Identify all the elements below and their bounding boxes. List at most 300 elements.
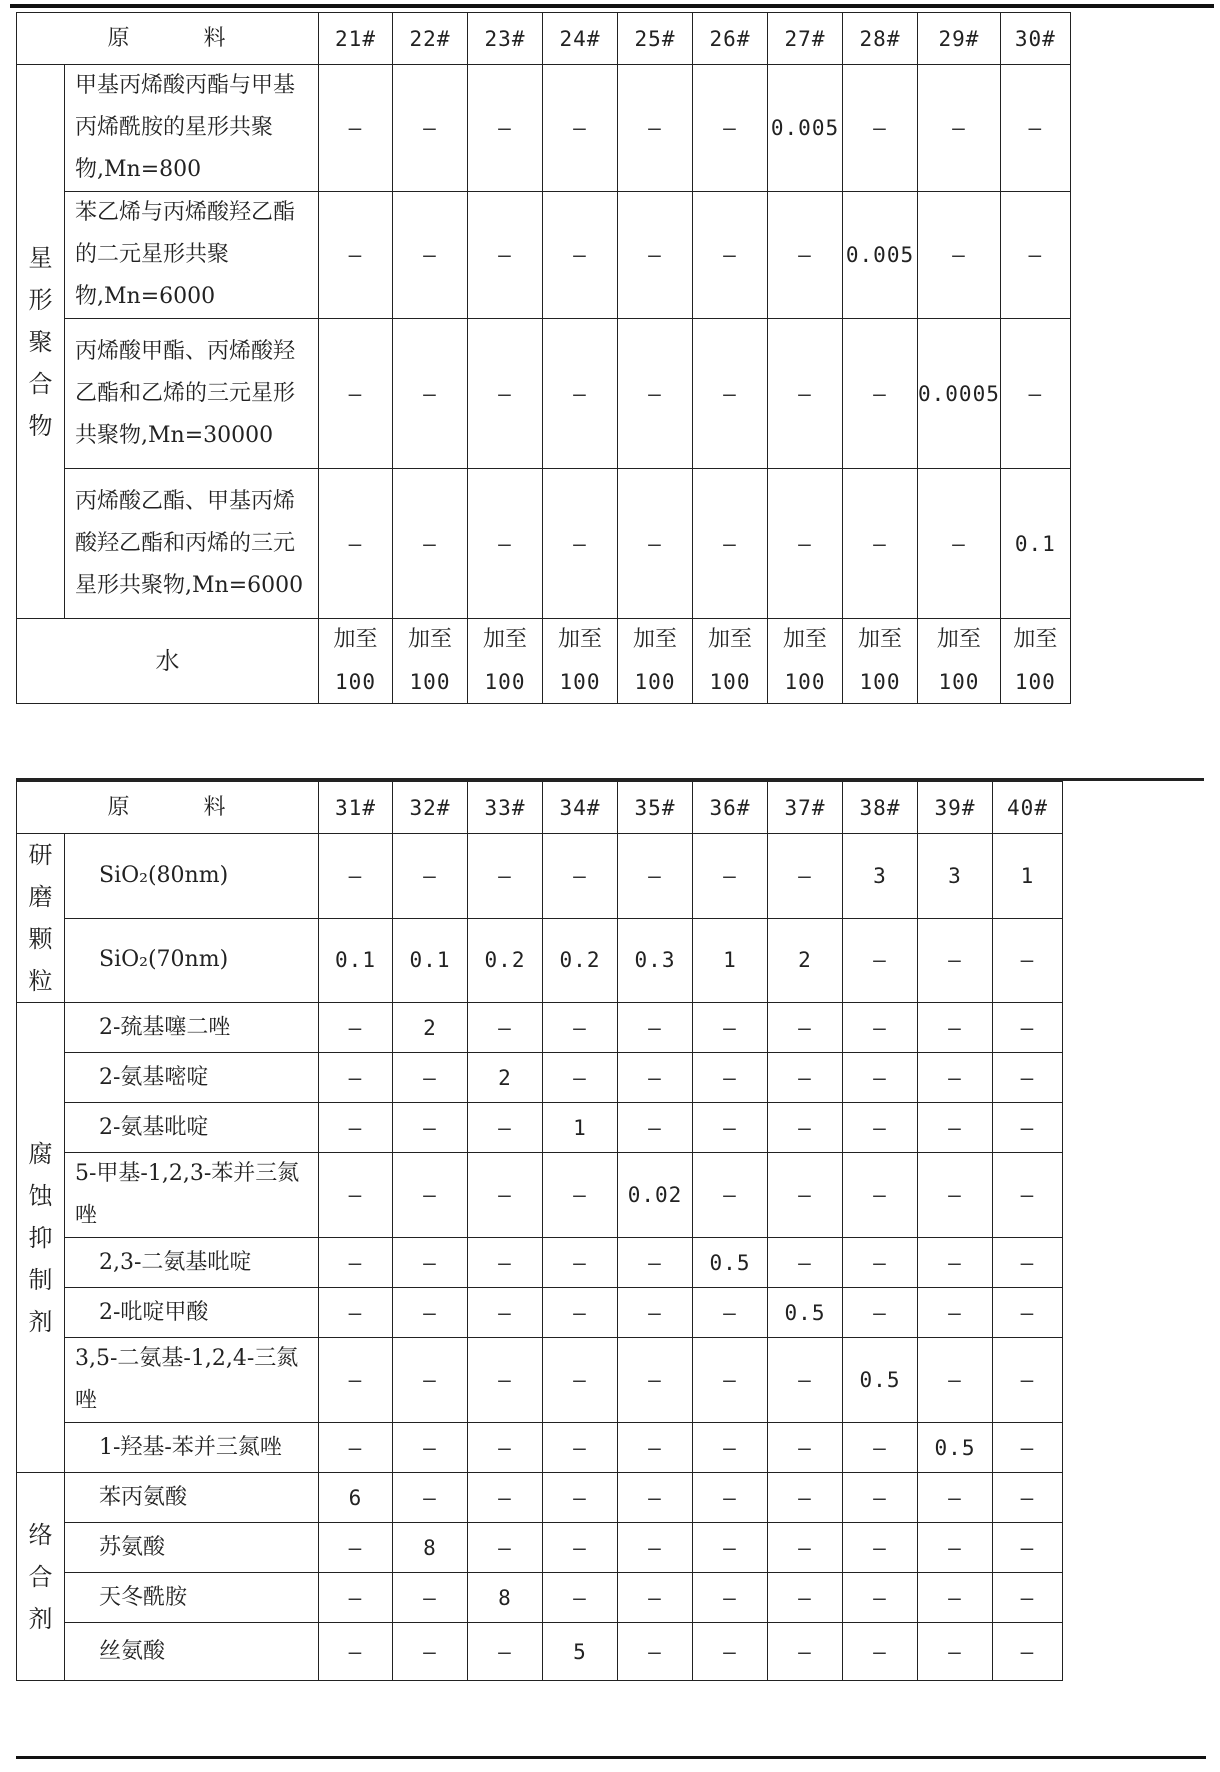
amount-cell: —: [843, 1523, 918, 1573]
amount-cell: —: [543, 65, 618, 192]
amount-cell: —: [393, 65, 468, 192]
group-label-char: 制: [28, 1265, 53, 1294]
amount-cell: —: [319, 1338, 393, 1423]
amount-cell: —: [918, 469, 1001, 619]
table-row: [17, 319, 1071, 469]
amount-cell: —: [768, 1473, 843, 1523]
amount-cell: —: [319, 1238, 393, 1288]
add-to-value: 100: [1014, 670, 1056, 694]
amount-cell: 0.5: [693, 1238, 768, 1288]
amount-cell: —: [768, 1623, 843, 1681]
amount-cell: 6: [319, 1473, 393, 1523]
amount-cell: —: [543, 1153, 618, 1238]
amount-cell: —: [393, 192, 468, 319]
water-amount-cell: [543, 619, 618, 704]
amount-cell: —: [319, 1003, 393, 1053]
amount-cell: —: [843, 1623, 918, 1681]
amount-cell: —: [468, 1103, 543, 1153]
amount-cell: —: [993, 1003, 1063, 1053]
amount-cell: 0.3: [618, 918, 693, 1003]
water-amount-cell: [918, 619, 1001, 704]
bottom-rule: [16, 1756, 1206, 1759]
table-row: [17, 918, 1063, 1003]
sample-number: 36#: [709, 795, 751, 820]
add-to-value: 100: [859, 670, 901, 694]
sample-column-header: [768, 13, 843, 65]
amount-cell: —: [993, 1288, 1063, 1338]
amount-cell: —: [993, 1103, 1063, 1153]
amount-cell: —: [618, 1053, 693, 1103]
amount-cell: —: [1000, 65, 1070, 192]
amount-cell: —: [393, 319, 468, 469]
amount-cell: —: [543, 469, 618, 619]
sample-column-header: [693, 13, 768, 65]
sample-column-header: [543, 13, 618, 65]
sample-number: 29#: [938, 26, 980, 51]
amount-cell: —: [319, 192, 393, 319]
amount-cell: —: [918, 1003, 993, 1053]
amount-cell: —: [993, 1053, 1063, 1103]
sample-number: 40#: [1007, 795, 1048, 820]
amount-cell: —: [918, 192, 1001, 319]
material-name: SiO₂(70nm): [65, 918, 319, 1003]
amount-cell: —: [693, 1623, 768, 1681]
amount-cell: 0.005: [843, 192, 918, 319]
amount-cell: —: [393, 1473, 468, 1523]
amount-cell: —: [468, 1473, 543, 1523]
amount-cell: 3: [843, 834, 918, 919]
amount-cell: 8: [468, 1573, 543, 1623]
amount-cell: —: [468, 319, 543, 469]
material-name: 苏氨酸: [65, 1523, 319, 1573]
amount-cell: —: [319, 1053, 393, 1103]
amount-cell: —: [693, 1338, 768, 1423]
water-amount-cell: [768, 619, 843, 704]
amount-cell: —: [543, 1288, 618, 1338]
amount-cell: —: [618, 65, 693, 192]
table-row: [17, 469, 1071, 619]
water-row: [17, 619, 1071, 704]
amount-cell: 1: [543, 1103, 618, 1153]
amount-cell: —: [618, 319, 693, 469]
sample-column-header: [319, 782, 393, 834]
amount-cell: —: [319, 1288, 393, 1338]
table-row: [17, 1103, 1063, 1153]
amount-cell: —: [843, 65, 918, 192]
amount-cell: —: [319, 1153, 393, 1238]
amount-cell: —: [843, 1423, 918, 1473]
amount-cell: —: [918, 65, 1001, 192]
amount-cell: 8: [393, 1523, 468, 1573]
sample-number: 22#: [409, 26, 451, 51]
group-label-char: 剂: [28, 1307, 53, 1336]
group-label-char: 研: [28, 841, 53, 869]
sample-number: 33#: [484, 795, 526, 820]
amount-cell: —: [768, 1003, 843, 1053]
sample-number: 38#: [859, 795, 901, 820]
amount-cell: —: [319, 834, 393, 919]
amount-cell: —: [918, 1338, 993, 1423]
table-row: [17, 1153, 1063, 1238]
amount-cell: —: [618, 1623, 693, 1681]
amount-cell: —: [468, 1623, 543, 1681]
amount-cell: —: [543, 1573, 618, 1623]
group-label: [17, 65, 65, 619]
add-to-value: 100: [634, 670, 676, 694]
amount-cell: —: [768, 1523, 843, 1573]
amount-cell: 0.5: [768, 1288, 843, 1338]
sample-number: 37#: [784, 795, 826, 820]
table-row: [17, 65, 1071, 192]
amount-cell: —: [993, 1153, 1063, 1238]
sample-column-header: [393, 13, 468, 65]
group-label-char: 形: [28, 285, 53, 314]
material-name: 苯丙氨酸: [65, 1473, 319, 1523]
amount-cell: —: [843, 1288, 918, 1338]
add-to-text: 加至: [1013, 627, 1058, 652]
amount-cell: —: [843, 469, 918, 619]
sample-column-header: [319, 13, 393, 65]
material-name: 5-甲基-1,2,3-苯并三氮唑: [65, 1153, 319, 1238]
header-row: [17, 782, 1063, 834]
amount-cell: 2: [393, 1003, 468, 1053]
formulation-table-31-40: [16, 781, 1063, 1681]
add-to-text: 加至: [482, 627, 527, 652]
group-label-char: 合: [28, 1562, 53, 1591]
sample-number: 25#: [634, 26, 676, 51]
amount-cell: 0.005: [768, 65, 843, 192]
amount-cell: —: [843, 1473, 918, 1523]
formulation-table-21-30: [16, 12, 1071, 704]
amount-cell: —: [393, 1573, 468, 1623]
amount-cell: —: [543, 1423, 618, 1473]
sample-number: 23#: [484, 26, 526, 51]
group-label-char: 星: [28, 243, 53, 272]
amount-cell: 1: [993, 834, 1063, 919]
water-amount-cell: [618, 619, 693, 704]
amount-cell: —: [768, 1238, 843, 1288]
amount-cell: —: [468, 1003, 543, 1053]
add-to-text: 加至: [407, 627, 452, 652]
group-label-char: 腐: [28, 1139, 53, 1168]
amount-cell: —: [393, 469, 468, 619]
sample-column-header: [918, 13, 1001, 65]
sample-column-header: [468, 782, 543, 834]
amount-cell: 0.1: [393, 918, 468, 1003]
table-row: [17, 1523, 1063, 1573]
material-name: 1-羟基-苯并三氮唑: [65, 1423, 319, 1473]
amount-cell: —: [843, 319, 918, 469]
sample-number: 34#: [559, 795, 601, 820]
amount-cell: 2: [768, 918, 843, 1003]
top-rule: [10, 4, 1214, 8]
water-amount-cell: [319, 619, 393, 704]
add-to-text: 加至: [557, 627, 602, 652]
amount-cell: —: [618, 1473, 693, 1523]
amount-cell: —: [468, 834, 543, 919]
sample-column-header: [843, 13, 918, 65]
water-amount-cell: [468, 619, 543, 704]
amount-cell: —: [768, 1053, 843, 1103]
group-label-char: 蚀: [28, 1181, 53, 1210]
group-label-char: 抑: [28, 1223, 53, 1252]
add-to-text: 加至: [936, 627, 981, 652]
amount-cell: —: [843, 1003, 918, 1053]
group-label: [17, 834, 65, 1003]
water-amount-cell: [393, 619, 468, 704]
table-row: [17, 1003, 1063, 1053]
amount-cell: —: [843, 1153, 918, 1238]
amount-cell: —: [693, 65, 768, 192]
sample-number: 28#: [859, 26, 901, 51]
amount-cell: —: [618, 1003, 693, 1053]
amount-cell: 1: [693, 918, 768, 1003]
add-to-value: 100: [484, 670, 526, 694]
amount-cell: —: [693, 1473, 768, 1523]
group-label: [17, 1473, 65, 1681]
amount-cell: —: [618, 1288, 693, 1338]
material-name: 2,3-二氨基吡啶: [65, 1238, 319, 1288]
amount-cell: —: [693, 319, 768, 469]
add-to-text: 加至: [857, 627, 902, 652]
raw-material-header: 原 料: [17, 13, 319, 65]
amount-cell: —: [393, 1053, 468, 1103]
sample-column-header: [468, 13, 543, 65]
amount-cell: —: [693, 1103, 768, 1153]
amount-cell: 0.5: [918, 1423, 993, 1473]
table-row: [17, 834, 1063, 919]
material-name: SiO₂(80nm): [65, 834, 319, 919]
group-label-char: 剂: [28, 1604, 53, 1633]
sample-column-header: [993, 782, 1063, 834]
amount-cell: —: [618, 834, 693, 919]
add-to-text: 加至: [707, 627, 752, 652]
amount-cell: —: [618, 469, 693, 619]
sample-number: 31#: [335, 795, 376, 820]
group-label-char: 络: [28, 1520, 53, 1549]
amount-cell: —: [319, 1423, 393, 1473]
amount-cell: 0.02: [618, 1153, 693, 1238]
amount-cell: —: [693, 1003, 768, 1053]
amount-cell: —: [918, 918, 993, 1003]
amount-cell: 0.5: [843, 1338, 918, 1423]
amount-cell: —: [468, 1153, 543, 1238]
amount-cell: 0.1: [319, 918, 393, 1003]
material-name: 天冬酰胺: [65, 1573, 319, 1623]
amount-cell: —: [618, 1338, 693, 1423]
amount-cell: —: [693, 192, 768, 319]
amount-cell: —: [468, 1523, 543, 1573]
amount-cell: —: [543, 319, 618, 469]
amount-cell: —: [918, 1573, 993, 1623]
amount-cell: —: [918, 1523, 993, 1573]
sample-column-header: [918, 782, 993, 834]
add-to-value: 100: [559, 670, 601, 694]
amount-cell: —: [319, 65, 393, 192]
table-row: [17, 192, 1071, 319]
amount-cell: —: [468, 1338, 543, 1423]
amount-cell: 0.2: [543, 918, 618, 1003]
sample-column-header: [693, 782, 768, 834]
amount-cell: 5: [543, 1623, 618, 1681]
amount-cell: —: [993, 1338, 1063, 1423]
material-name: 2-吡啶甲酸: [65, 1288, 319, 1338]
amount-cell: —: [693, 1423, 768, 1473]
amount-cell: —: [843, 1103, 918, 1153]
material-name: 甲基丙烯酸丙酯与甲基丙烯酰胺的星形共聚物,Mn=800: [65, 65, 319, 192]
amount-cell: —: [693, 1573, 768, 1623]
material-name: 2-氨基吡啶: [65, 1103, 319, 1153]
material-name: 丝氨酸: [65, 1623, 319, 1681]
amount-cell: —: [319, 1523, 393, 1573]
amount-cell: —: [543, 1473, 618, 1523]
group-label-char: 合: [28, 369, 53, 398]
amount-cell: —: [693, 1288, 768, 1338]
amount-cell: —: [319, 469, 393, 619]
amount-cell: —: [768, 192, 843, 319]
amount-cell: —: [468, 1423, 543, 1473]
amount-cell: —: [768, 834, 843, 919]
amount-cell: —: [1000, 319, 1070, 469]
amount-cell: —: [918, 1623, 993, 1681]
table-row: [17, 1473, 1063, 1523]
amount-cell: 0.0005: [918, 319, 1001, 469]
amount-cell: 0.2: [468, 918, 543, 1003]
sample-column-header: [618, 13, 693, 65]
amount-cell: —: [468, 192, 543, 319]
material-name: 苯乙烯与丙烯酸羟乙酯的二元星形共聚物,Mn=6000: [65, 192, 319, 319]
add-to-value: 100: [784, 670, 826, 694]
amount-cell: —: [993, 1238, 1063, 1288]
amount-cell: —: [543, 1338, 618, 1423]
amount-cell: 0.1: [1000, 469, 1070, 619]
amount-cell: —: [543, 192, 618, 319]
material-name: 2-氨基嘧啶: [65, 1053, 319, 1103]
add-to-text: 加至: [333, 627, 378, 652]
table-row: [17, 1053, 1063, 1103]
amount-cell: —: [468, 1238, 543, 1288]
amount-cell: —: [319, 319, 393, 469]
amount-cell: —: [543, 834, 618, 919]
amount-cell: —: [918, 1238, 993, 1288]
amount-cell: —: [843, 918, 918, 1003]
table-row: [17, 1288, 1063, 1338]
group-label-char: 粒: [28, 967, 53, 995]
sample-column-header: [543, 782, 618, 834]
amount-cell: —: [768, 1103, 843, 1153]
sample-number: 27#: [784, 26, 826, 51]
amount-cell: —: [693, 1053, 768, 1103]
amount-cell: —: [693, 1523, 768, 1573]
amount-cell: —: [993, 1623, 1063, 1681]
amount-cell: —: [993, 1573, 1063, 1623]
amount-cell: —: [993, 918, 1063, 1003]
amount-cell: —: [468, 65, 543, 192]
sample-column-header: [393, 782, 468, 834]
add-to-text: 加至: [632, 627, 677, 652]
amount-cell: —: [843, 1053, 918, 1103]
sample-number: 26#: [709, 26, 751, 51]
material-name: 丙烯酸乙酯、甲基丙烯酸羟乙酯和丙烯的三元星形共聚物,Mn=6000: [65, 469, 319, 619]
group-label-char: 颗: [28, 925, 53, 953]
amount-cell: —: [993, 1423, 1063, 1473]
amount-cell: —: [618, 192, 693, 319]
amount-cell: —: [768, 469, 843, 619]
group-label-char: 聚: [28, 327, 53, 356]
table-row: [17, 1623, 1063, 1681]
amount-cell: —: [393, 834, 468, 919]
amount-cell: —: [543, 1053, 618, 1103]
add-to-value: 100: [709, 670, 751, 694]
amount-cell: —: [768, 1573, 843, 1623]
sample-column-header: [1000, 13, 1070, 65]
amount-cell: —: [993, 1523, 1063, 1573]
water-amount-cell: [843, 619, 918, 704]
amount-cell: —: [993, 1473, 1063, 1523]
amount-cell: —: [543, 1523, 618, 1573]
sample-number: 24#: [559, 26, 601, 51]
amount-cell: —: [393, 1153, 468, 1238]
amount-cell: —: [693, 834, 768, 919]
amount-cell: 2: [468, 1053, 543, 1103]
amount-cell: —: [393, 1338, 468, 1423]
add-to-value: 100: [409, 670, 451, 694]
amount-cell: —: [468, 469, 543, 619]
sample-number: 21#: [335, 26, 376, 51]
amount-cell: —: [319, 1573, 393, 1623]
amount-cell: —: [918, 1153, 993, 1238]
raw-material-header: 原 料: [17, 782, 319, 834]
sample-number: 39#: [934, 795, 976, 820]
water-amount-cell: [1000, 619, 1070, 704]
group-label-char: 磨: [28, 883, 53, 911]
amount-cell: 3: [918, 834, 993, 919]
amount-cell: —: [543, 1238, 618, 1288]
amount-cell: —: [393, 1423, 468, 1473]
amount-cell: —: [319, 1623, 393, 1681]
amount-cell: —: [768, 1153, 843, 1238]
amount-cell: —: [693, 1153, 768, 1238]
table-row: [17, 1423, 1063, 1473]
amount-cell: —: [618, 1238, 693, 1288]
table-row: [17, 1338, 1063, 1423]
table-row: [17, 1573, 1063, 1623]
material-name: 2-巯基噻二唑: [65, 1003, 319, 1053]
amount-cell: —: [618, 1103, 693, 1153]
amount-cell: —: [543, 1003, 618, 1053]
amount-cell: —: [843, 1238, 918, 1288]
amount-cell: —: [618, 1423, 693, 1473]
sample-column-header: [618, 782, 693, 834]
water-amount-cell: [693, 619, 768, 704]
amount-cell: —: [393, 1238, 468, 1288]
amount-cell: —: [693, 469, 768, 619]
amount-cell: —: [918, 1288, 993, 1338]
amount-cell: —: [393, 1103, 468, 1153]
amount-cell: —: [393, 1623, 468, 1681]
material-name: 丙烯酸甲酯、丙烯酸羟乙酯和乙烯的三元星形共聚物,Mn=30000: [65, 319, 319, 469]
table-row: [17, 1238, 1063, 1288]
amount-cell: —: [918, 1053, 993, 1103]
group-label-char: 物: [28, 411, 53, 440]
amount-cell: —: [393, 1288, 468, 1338]
header-row: [17, 13, 1071, 65]
add-to-value: 100: [938, 670, 980, 694]
amount-cell: —: [768, 1423, 843, 1473]
sample-number: 32#: [409, 795, 451, 820]
group-label: [17, 1003, 65, 1473]
sample-number: 30#: [1014, 26, 1056, 51]
